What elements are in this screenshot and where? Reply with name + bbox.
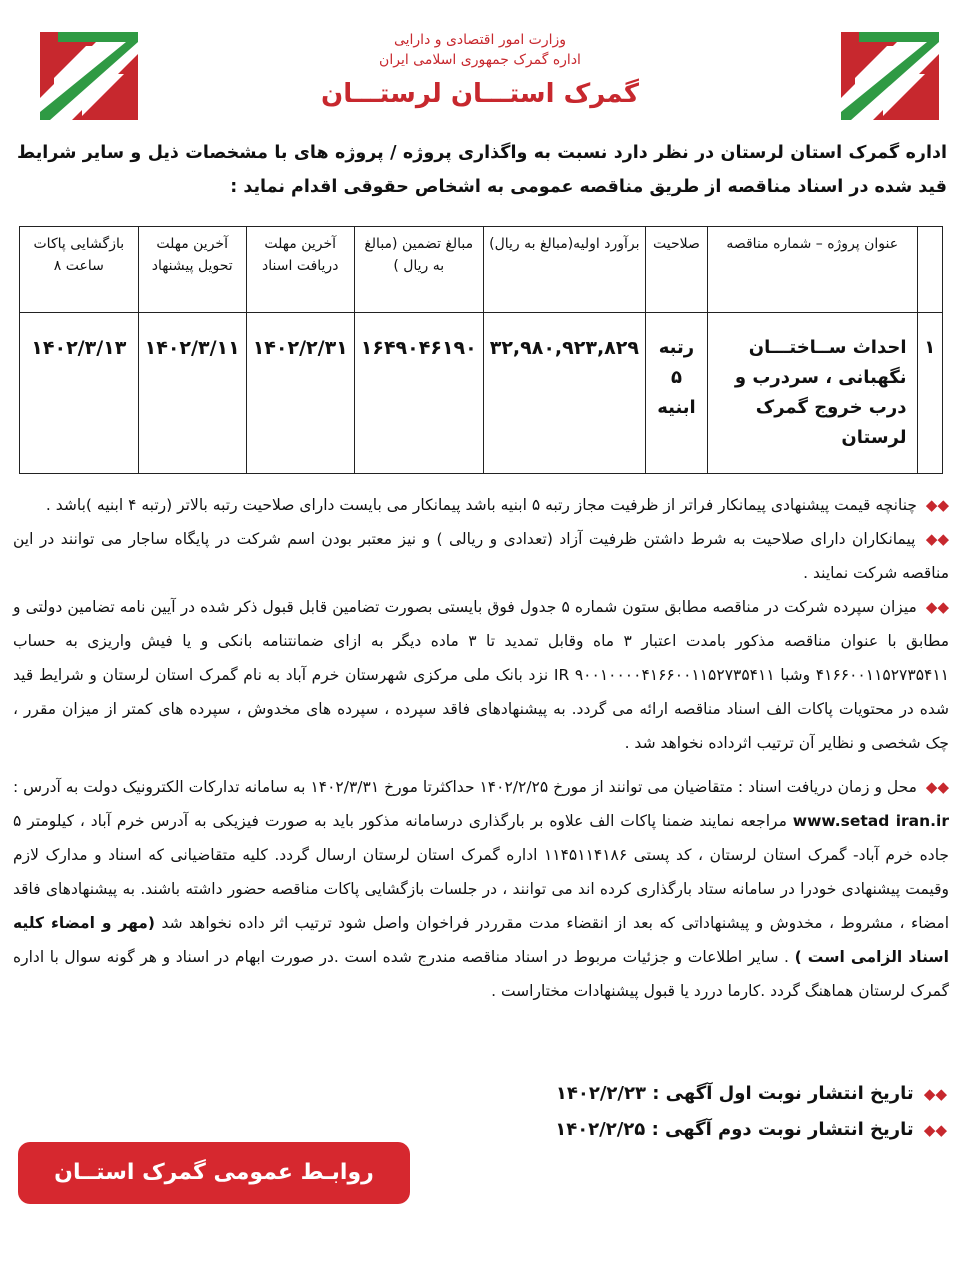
second-publication-date: ۱۴۰۲/۲/۲۵ xyxy=(555,1119,646,1140)
cell-qualification: رتبه ۵ ابنیه xyxy=(645,313,707,474)
ministry-name: وزارت امور اقتصادی و دارایی xyxy=(393,32,567,48)
condition-text: چنانچه قیمت پیشنهادی پیمانکار فراتر از ظرفیت مجاز رتبه ۵ ابنیه باشد پیمانکار می بایست دارای صلاحیت رتبه بالاتر (رتبه ۴ ابنیه )باشد . xyxy=(45,496,917,514)
intro-paragraph: اداره گمرک استان لرستان در نظر دارد نسبت به واگذاری پروژه / پروژه های با مشخصات ذیل و سایر شرایط قید شده در اسناد مناقصه از طریق مناقصه عمومی به اشخاص حقوقی اقدام نماید : xyxy=(17,143,947,197)
header-guarantee: مبالغ تضمین (مبالغ به ریال ) xyxy=(354,227,483,313)
bullet-icon: ◆◆ xyxy=(923,1121,947,1139)
condition-item xyxy=(13,488,949,522)
cell-guarantee: ۱۶۴۹۰۴۶۱۹۰ xyxy=(354,313,483,474)
cell-delivery-deadline: ۱۴۰۲/۳/۱۱ xyxy=(138,313,246,474)
first-publication xyxy=(447,1076,947,1112)
header-delivery-deadline: آخرین مهلت تحویل پیشنهاد xyxy=(138,227,246,313)
header-estimate: برآورد اولیه(مبالغ به ریال) xyxy=(483,227,645,313)
signature-required-note: (مهر و امضاء کلیه اسناد الزامی است ) xyxy=(13,914,949,966)
public-relations-banner: روابـط عمومی گمرک استــان لرستــان xyxy=(18,1142,410,1204)
header-opening: بازگشایی پاکات ساعت ۸ xyxy=(20,227,139,313)
header-receive-deadline: آخرین مهلت دریافت اسناد xyxy=(246,227,354,313)
location-text-1: محل و زمان دریافت اسناد : متقاضیان می توانند از مورخ ۱۴۰۲/۲/۲۵ حداکثرتا مورخ ۱۴۰۲/۳/۳۱ به سامانه تدارکات الکترونیک دولت به آدرس : xyxy=(13,778,917,796)
location-paragraph xyxy=(13,770,949,1008)
bullet-icon: ◆◆ xyxy=(925,598,949,616)
first-publication-label: تاریخ انتشار نوبت اول آگهی : xyxy=(652,1083,914,1104)
header-title: عنوان پروژه – شماره مناقصه xyxy=(707,227,917,313)
customs-emblem-icon xyxy=(36,28,142,124)
first-publication-date: ۱۴۰۲/۲/۲۳ xyxy=(555,1083,646,1104)
condition-item xyxy=(13,522,949,590)
condition-item xyxy=(13,590,949,760)
bullet-icon: ◆◆ xyxy=(925,778,949,796)
publication-dates xyxy=(447,1076,947,1148)
header-qualification: صلاحیت xyxy=(645,227,707,313)
customs-logo-left xyxy=(36,28,142,124)
customs-emblem-icon xyxy=(837,28,943,124)
setad-url-link[interactable]: www.setad iran.ir xyxy=(792,812,949,830)
customs-iran-name: اداره گمرک جمهوری اسلامی ایران xyxy=(379,52,581,68)
cell-title: احداث ســاختـــان نگهبانی ، سردرب و درب خروج گمرک لرستان xyxy=(707,313,917,474)
location-text-3: . سایر اطلاعات و جزئیات مربوط در اسناد مناقصه مندرج شده است .در صورت ابهام در اسناد و هر گونه سوال با اداره گمرک لرستان هماهنگ گردد .کارما دررد یا قبول پیشنهادات مختاراست . xyxy=(13,948,949,1000)
cell-receive-deadline: ۱۴۰۲/۲/۳۱ xyxy=(246,313,354,474)
conditions xyxy=(13,488,949,1008)
tender-table xyxy=(19,226,943,474)
cell-row-number: ۱ xyxy=(917,313,943,474)
second-publication-label: تاریخ انتشار نوبت دوم آگهی : xyxy=(651,1119,914,1140)
customs-lorestan-title: گمرک استـــان لرستـــان xyxy=(321,79,639,109)
condition-text: میزان سپرده شرکت در مناقصه مطابق ستون شماره ۵ جدول فوق بایستی بصورت تضامین قابل قبول ذکر شده در آیین نامه تضامین دولتی و مطابق با عنوان مناقصه مذکور بامدت اعتبار ۳ ماه وقابل تمدید تا ۳ ماده دیگر به ازای ضمانتنامه بانکی و یا فیش واریزی به حساب ۴۱۶۶۰۰۱۱۵۲۷۳۵۴۱۱ وشبا IR ۹۰۰۱۰۰۰۰۴۱۶۶۰۰۱۱۵۲۷۳۵۴۱۱ نزد بانک ملی مرکزی شهرستان خرم آباد به نام گمرک استان لرستان و شرایط قید شده در محتویات پاکات الف اسناد مناقصه ارائه می گردد. به پیشنهادهای فاقد سپرده ، سپرده های مخدوش ، سپرده های کمتر از میزان مقرر ، چک شخصی و نظایر آن ترتیب اثرداده نخواهد شد . xyxy=(13,598,949,752)
location-text-2: مراجعه نمایند ضمنا پاکات الف علاوه بر بارگذاری درسامانه مذکور باید به صورت فیزیکی به آدرس خرم آباد ، کیلومتر ۵ جاده خرم آباد- گمرک استان لرستان ، کد پستی ۱۱۴۵۱۱۴۱۸۶ اداره گمرک استان لرستان ارسال گردد. کلیه متقاضیانی که اسناد و مدارک لازم وقیمت پیشنهادی خودرا در سامانه ستاد بارگذاری کرده اند می توانند ، در جلسات بازگشایی پاکات مناقصه حضور داشته باشند. به پیشنهادهای فاقد امضاء ، مشروط ، مخدوش و پیشنهاداتی که بعد از انقضاء مدت مقرردر فراخوان واصل شود ترتیب اثر داده نخواهد شد xyxy=(13,812,950,932)
header xyxy=(250,30,710,114)
bullet-icon: ◆◆ xyxy=(925,496,949,514)
bullet-icon: ◆◆ xyxy=(923,1085,947,1103)
second-publication xyxy=(447,1112,947,1148)
table-row xyxy=(20,313,943,474)
bullet-icon: ◆◆ xyxy=(925,530,949,548)
table-header-row xyxy=(20,227,943,313)
cell-estimate: ۳۲,۹۸۰,۹۲۳,۸۲۹ xyxy=(483,313,645,474)
customs-logo-right xyxy=(837,28,943,124)
cell-opening: ۱۴۰۲/۳/۱۳ xyxy=(20,313,139,474)
condition-text: پیمانکاران دارای صلاحیت به شرط داشتن ظرفیت آزاد (تعدادی و ریالی ) و نیز معتبر بودن اسم شرکت در پایگاه ساجار می توانند در این مناقصه شرکت نمایند . xyxy=(13,530,949,582)
header-row-number xyxy=(917,227,943,313)
